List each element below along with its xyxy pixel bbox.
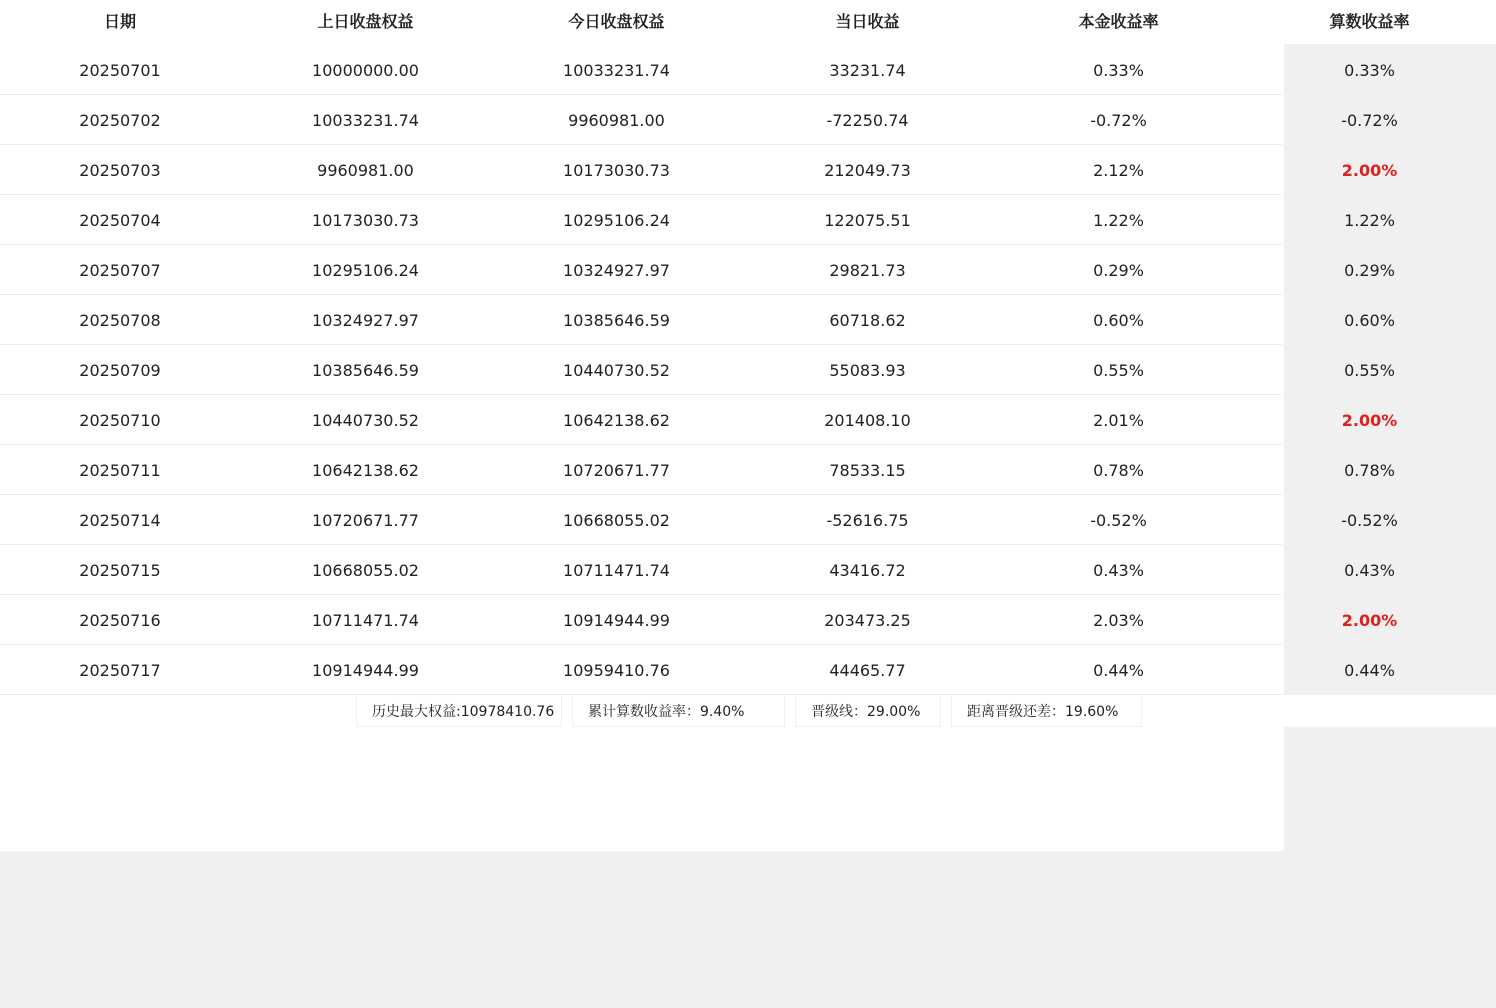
cell-daily-profit: 44465.77 [829,661,906,680]
cell-arithmetic-return: 2.00% [1341,611,1398,630]
cell-principal-return: -0.52% [1090,511,1147,530]
cell-prev-equity: 10668055.02 [312,561,419,580]
cell-today-equity: 10914944.99 [563,611,670,630]
summary-remaining-gap: 距离晋级还差：19.60% [951,696,1142,727]
cell-date: 20250702 [79,111,161,130]
cell-arithmetic-return: 2.00% [1341,161,1398,180]
cell-arithmetic-return: 0.44% [1344,661,1395,680]
cell-prev-equity: 10440730.52 [312,411,419,430]
cell-today-equity: 10324927.97 [563,261,670,280]
table-row[interactable] [0,145,1496,195]
cell-today-equity: 10642138.62 [563,411,670,430]
cell-prev-equity: 9960981.00 [317,161,414,180]
cell-today-equity: 10959410.76 [563,661,670,680]
summary-max-equity: 历史最大权益:10978410.76 [356,696,562,727]
cell-daily-profit: 33231.74 [829,61,906,80]
cell-date: 20250714 [79,511,161,530]
cell-date: 20250715 [79,561,161,580]
cell-daily-profit: 212049.73 [824,161,911,180]
cell-today-equity: 10295106.24 [563,211,670,230]
table-row[interactable] [0,45,1496,95]
cell-prev-equity: 10324927.97 [312,311,419,330]
cell-today-equity: 10668055.02 [563,511,670,530]
cell-date: 20250709 [79,361,161,380]
table-row[interactable] [0,645,1496,695]
cell-principal-return: 0.33% [1093,61,1144,80]
cell-daily-profit: 60718.62 [829,311,906,330]
summary-cumulative-return: 累计算数收益率：9.40% [572,696,785,727]
table-row[interactable] [0,295,1496,345]
cell-principal-return: 2.01% [1093,411,1144,430]
cell-arithmetic-return: -0.72% [1341,111,1398,130]
cell-daily-profit: 78533.15 [829,461,906,480]
cell-principal-return: 0.44% [1093,661,1144,680]
table-header [0,0,1496,44]
cell-principal-return: 0.43% [1093,561,1144,580]
cell-arithmetic-return: 0.43% [1344,561,1395,580]
summary-bar [356,696,1142,727]
cell-principal-return: 0.29% [1093,261,1144,280]
cell-date: 20250701 [79,61,161,80]
cell-date: 20250716 [79,611,161,630]
cell-date: 20250707 [79,261,161,280]
table-row[interactable] [0,495,1496,545]
cell-prev-equity: 10295106.24 [312,261,419,280]
cell-date: 20250711 [79,461,161,480]
cell-daily-profit: 122075.51 [824,211,911,230]
summary-strip-right [1284,695,1496,727]
cell-daily-profit: -52616.75 [826,511,909,530]
cell-arithmetic-return: 0.33% [1344,61,1395,80]
column-header-arithmetic-return[interactable]: 算数收益率 [1329,12,1410,31]
cell-today-equity: 10385646.59 [563,311,670,330]
column-header-today-equity[interactable]: 今日收盘权益 [568,12,665,31]
table-row[interactable] [0,595,1496,645]
cell-prev-equity: 10385646.59 [312,361,419,380]
cell-principal-return: 2.12% [1093,161,1144,180]
cell-prev-equity: 10000000.00 [312,61,419,80]
column-header-principal-return[interactable]: 本金收益率 [1078,12,1159,31]
table-row[interactable] [0,545,1496,595]
summary-promotion-line: 晋级线：29.00% [795,696,941,727]
cell-principal-return: 2.03% [1093,611,1144,630]
cell-daily-profit: -72250.74 [826,111,909,130]
cell-prev-equity: 10720671.77 [312,511,419,530]
cell-principal-return: 0.78% [1093,461,1144,480]
cell-today-equity: 10720671.77 [563,461,670,480]
table-row[interactable] [0,395,1496,445]
cell-daily-profit: 29821.73 [829,261,906,280]
cell-daily-profit: 201408.10 [824,411,911,430]
cell-principal-return: -0.72% [1090,111,1147,130]
cell-arithmetic-return: 0.29% [1344,261,1395,280]
cell-arithmetic-return: 0.55% [1344,361,1395,380]
table-row[interactable] [0,195,1496,245]
cell-prev-equity: 10033231.74 [312,111,419,130]
cell-principal-return: 1.22% [1093,211,1144,230]
cell-date: 20250717 [79,661,161,680]
cell-today-equity: 10711471.74 [563,561,670,580]
column-header-date[interactable]: 日期 [103,12,136,31]
table-row[interactable] [0,345,1496,395]
cell-arithmetic-return: 0.78% [1344,461,1395,480]
cell-date: 20250710 [79,411,161,430]
cell-arithmetic-return: 0.60% [1344,311,1395,330]
cell-today-equity: 9960981.00 [568,111,665,130]
cell-prev-equity: 10711471.74 [312,611,419,630]
table-row[interactable] [0,245,1496,295]
cell-prev-equity: 10173030.73 [312,211,419,230]
cell-arithmetic-return: 2.00% [1341,411,1398,430]
cell-principal-return: 0.55% [1093,361,1144,380]
table-row[interactable] [0,445,1496,495]
column-header-daily-profit[interactable]: 当日收益 [835,12,900,31]
cell-today-equity: 10033231.74 [563,61,670,80]
cell-daily-profit: 43416.72 [829,561,906,580]
cell-arithmetic-return: -0.52% [1341,511,1398,530]
cell-daily-profit: 55083.93 [829,361,906,380]
table-body [0,45,1496,695]
cell-today-equity: 10440730.52 [563,361,670,380]
cell-arithmetic-return: 1.22% [1344,211,1395,230]
table-row[interactable] [0,95,1496,145]
cell-daily-profit: 203473.25 [824,611,911,630]
cell-date: 20250703 [79,161,161,180]
cell-date: 20250704 [79,211,161,230]
cell-today-equity: 10173030.73 [563,161,670,180]
cell-date: 20250708 [79,311,161,330]
cell-prev-equity: 10642138.62 [312,461,419,480]
column-header-prev-equity[interactable]: 上日收盘权益 [317,12,414,31]
cell-prev-equity: 10914944.99 [312,661,419,680]
cell-principal-return: 0.60% [1093,311,1144,330]
